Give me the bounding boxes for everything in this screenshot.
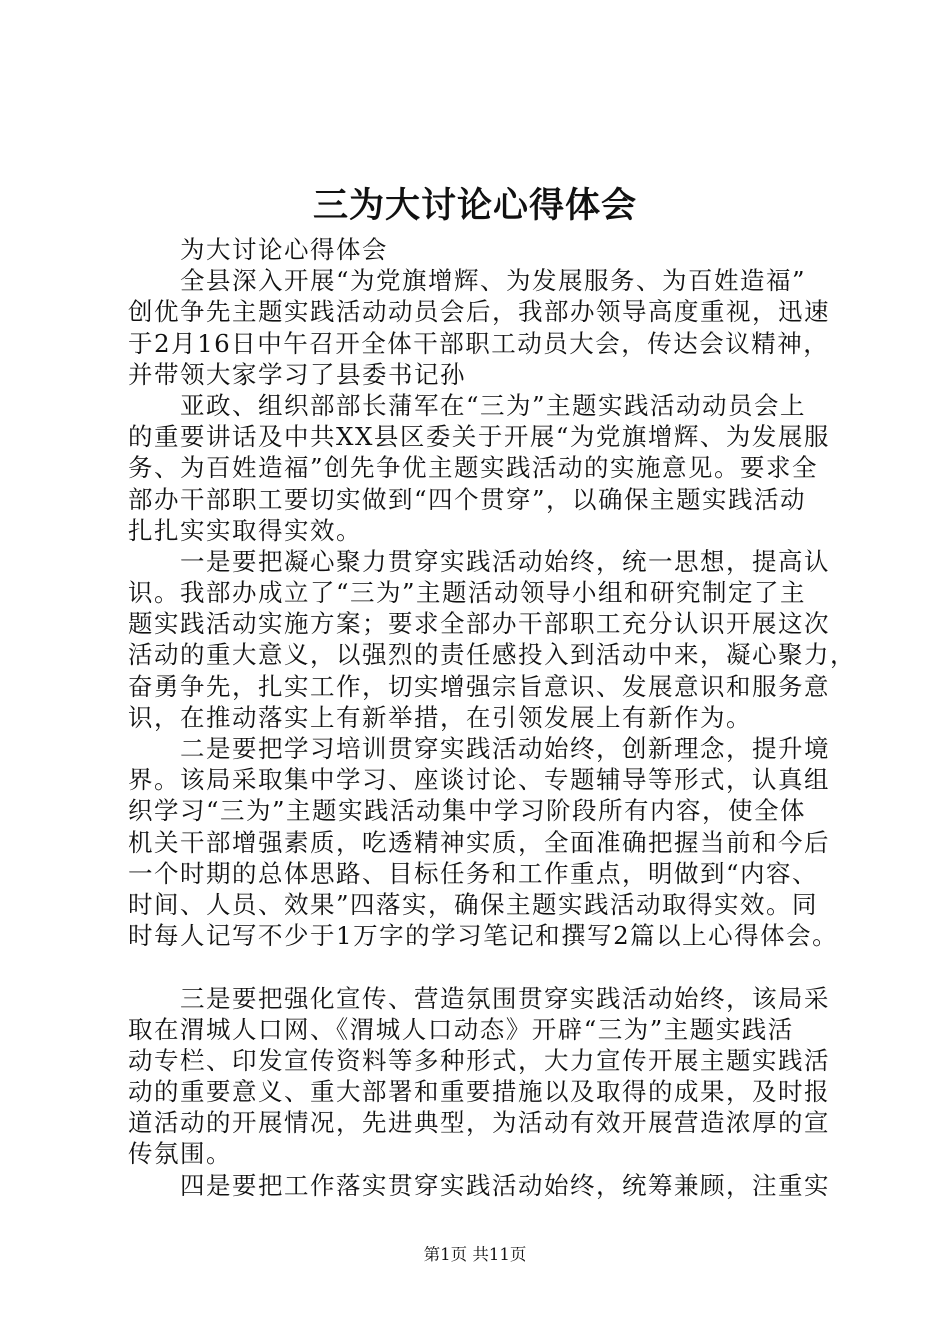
paragraph-line: 部办干部职工要切实做到“四个贯穿”，以确保主题实践活动: [128, 484, 807, 514]
paragraph-line: 创优争先主题实践活动动员会后，我部办领导高度重视，迅速: [128, 297, 830, 327]
paragraph-line: 界。该局采取集中学习、座谈讨论、专题辅导等形式，认真组: [128, 765, 830, 795]
paragraph-line: 一个时期的总体思路、目标任务和工作重点，明做到“内容、: [128, 858, 819, 888]
paragraph-line: 为大讨论心得体会: [180, 235, 388, 264]
paragraph-line: 识。我部办成立了“三为”主题活动领导小组和研究制定了主: [128, 578, 807, 608]
paragraph-line: 道活动的开展情况，先进典型，为活动有效开展营造浓厚的宣: [128, 1108, 830, 1138]
paragraph-line: 扎扎实实取得实效。: [128, 515, 362, 545]
paragraph-line: 取在渭城人口网、《渭城人口动态》开辟“三为”主题实践活: [128, 1014, 794, 1044]
paragraph-line: 时每人记写不少于1万字的学习笔记和撰写2篇以上心得体会。: [128, 921, 839, 951]
paragraph-line: 一是要把凝心聚力贯穿实践活动始终，统一思想，提高认: [180, 546, 830, 576]
paragraph-line: 并带领大家学习了县委书记孙: [128, 359, 466, 389]
paragraph-line: 动专栏、印发宣传资料等多种形式，大力宣传开展主题实践活: [128, 1045, 830, 1075]
paragraph-line: 四是要把工作落实贯穿实践活动始终，统筹兼顾，注重实: [180, 1170, 830, 1200]
paragraph-line: 的重要讲话及中共XX县区委关于开展“为党旗增辉、为发展服: [128, 422, 830, 452]
page-footer: 第1页 共11页: [423, 1245, 527, 1264]
paragraph-line: 于2月16日中午召开全体干部职工动员大会，传达会议精神，: [128, 328, 830, 358]
paragraph-line: 时间、人员、效果”四落实，确保主题实践活动取得实效。同: [128, 889, 819, 919]
paragraph-line: 亚政、组织部部长蒲军在“三为”主题实践活动动员会上: [180, 390, 807, 420]
paragraph-line: 动的重要意义、重大部署和重要措施以及取得的成果，及时报: [128, 1077, 830, 1107]
paragraph-line: 机关干部增强素质，吃透精神实质，全面准确把握当前和今后: [128, 827, 830, 857]
paragraph-line: 务、为百姓造福”创先争优主题实践活动的实施意见。要求全: [128, 453, 819, 483]
paragraph-line: 活动的重大意义，以强烈的责任感投入到活动中来，凝心聚力，: [128, 640, 856, 670]
paragraph-line: 三是要把强化宣传、营造氛围贯穿实践活动始终，该局采: [180, 983, 830, 1013]
document-title: 三为大讨论心得体会: [312, 185, 637, 226]
paragraph-line: 二是要把学习培训贯穿实践活动始终，创新理念，提升境: [180, 734, 830, 763]
document-body: [128, 234, 856, 1201]
paragraph-line: 全县深入开展“为党旗增辉、为发展服务、为百姓造福”: [180, 266, 807, 296]
paragraph-line: 奋勇争先，扎实工作，切实增强宗旨意识、发展意识和服务意: [128, 671, 830, 701]
blank-line: [128, 951, 834, 982]
paragraph-line: 识，在推动落实上有新举措，在引领发展上有新作为。: [128, 702, 752, 732]
paragraph-line: 传氛围。: [128, 1139, 232, 1169]
paragraph-line: 题实践活动实施方案；要求全部办干部职工充分认识开展这次: [128, 609, 830, 639]
paragraph-line: 织学习“三为”主题实践活动集中学习阶段所有内容，使全体: [128, 796, 807, 826]
